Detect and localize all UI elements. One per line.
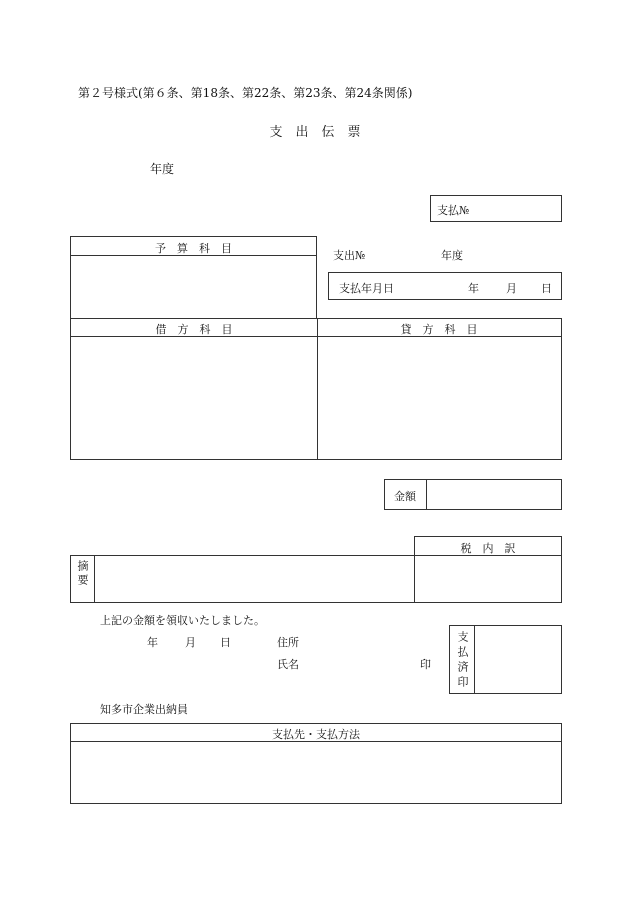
receipt-statement: 上記の金額を領収いたしました。 <box>100 614 265 627</box>
debit-entry-area[interactable] <box>71 337 316 459</box>
payment-date-day: 日 <box>541 282 552 295</box>
receipt-date-day: 日 <box>220 636 231 649</box>
debit-header: 借 方 科 目 <box>155 323 233 336</box>
address-label: 住所 <box>277 636 299 649</box>
tax-breakdown-header: 税 内 訳 <box>460 542 516 555</box>
receipt-date-year: 年 <box>147 636 158 649</box>
budget-item-header: 予 算 科 目 <box>155 242 232 255</box>
payment-date-year: 年 <box>468 282 479 295</box>
payment-done-seal-label: 支払済印 <box>456 631 469 691</box>
credit-entry-area[interactable] <box>318 337 561 459</box>
receipt-date-month: 月 <box>185 636 196 649</box>
treasurer-label: 知多市企業出納員 <box>100 703 188 716</box>
payment-no-label: 支払№ <box>437 204 470 217</box>
payee-method-field[interactable] <box>71 742 561 803</box>
expenditure-year-label: 年度 <box>441 249 463 262</box>
amount-field[interactable] <box>427 480 561 509</box>
tax-breakdown-field[interactable] <box>415 556 561 602</box>
amount-label: 金額 <box>394 490 416 503</box>
seal-label: 印 <box>420 658 431 671</box>
credit-header: 貸 方 科 目 <box>400 323 478 336</box>
page-title: 支 出 伝 票 <box>269 125 361 140</box>
payment-date-label: 支払年月日 <box>339 282 394 295</box>
payee-method-header: 支払先・支払方法 <box>272 728 360 741</box>
payment-no-box[interactable] <box>430 195 562 222</box>
budget-item-box[interactable] <box>70 236 317 319</box>
budget-item-divider <box>71 255 316 256</box>
expenditure-no-label: 支出№ <box>333 249 366 262</box>
summary-label: 摘要 <box>76 560 89 588</box>
summary-field[interactable] <box>95 556 413 602</box>
name-label: 氏名 <box>277 658 299 671</box>
payment-date-box[interactable] <box>328 272 562 300</box>
payment-done-seal-field[interactable] <box>475 626 561 693</box>
payment-date-month: 月 <box>506 282 517 295</box>
fiscal-year-label: 年度 <box>150 162 175 176</box>
form-reference: 第２号様式(第６条、第18条、第22条、第23条、第24条関係) <box>78 86 413 100</box>
